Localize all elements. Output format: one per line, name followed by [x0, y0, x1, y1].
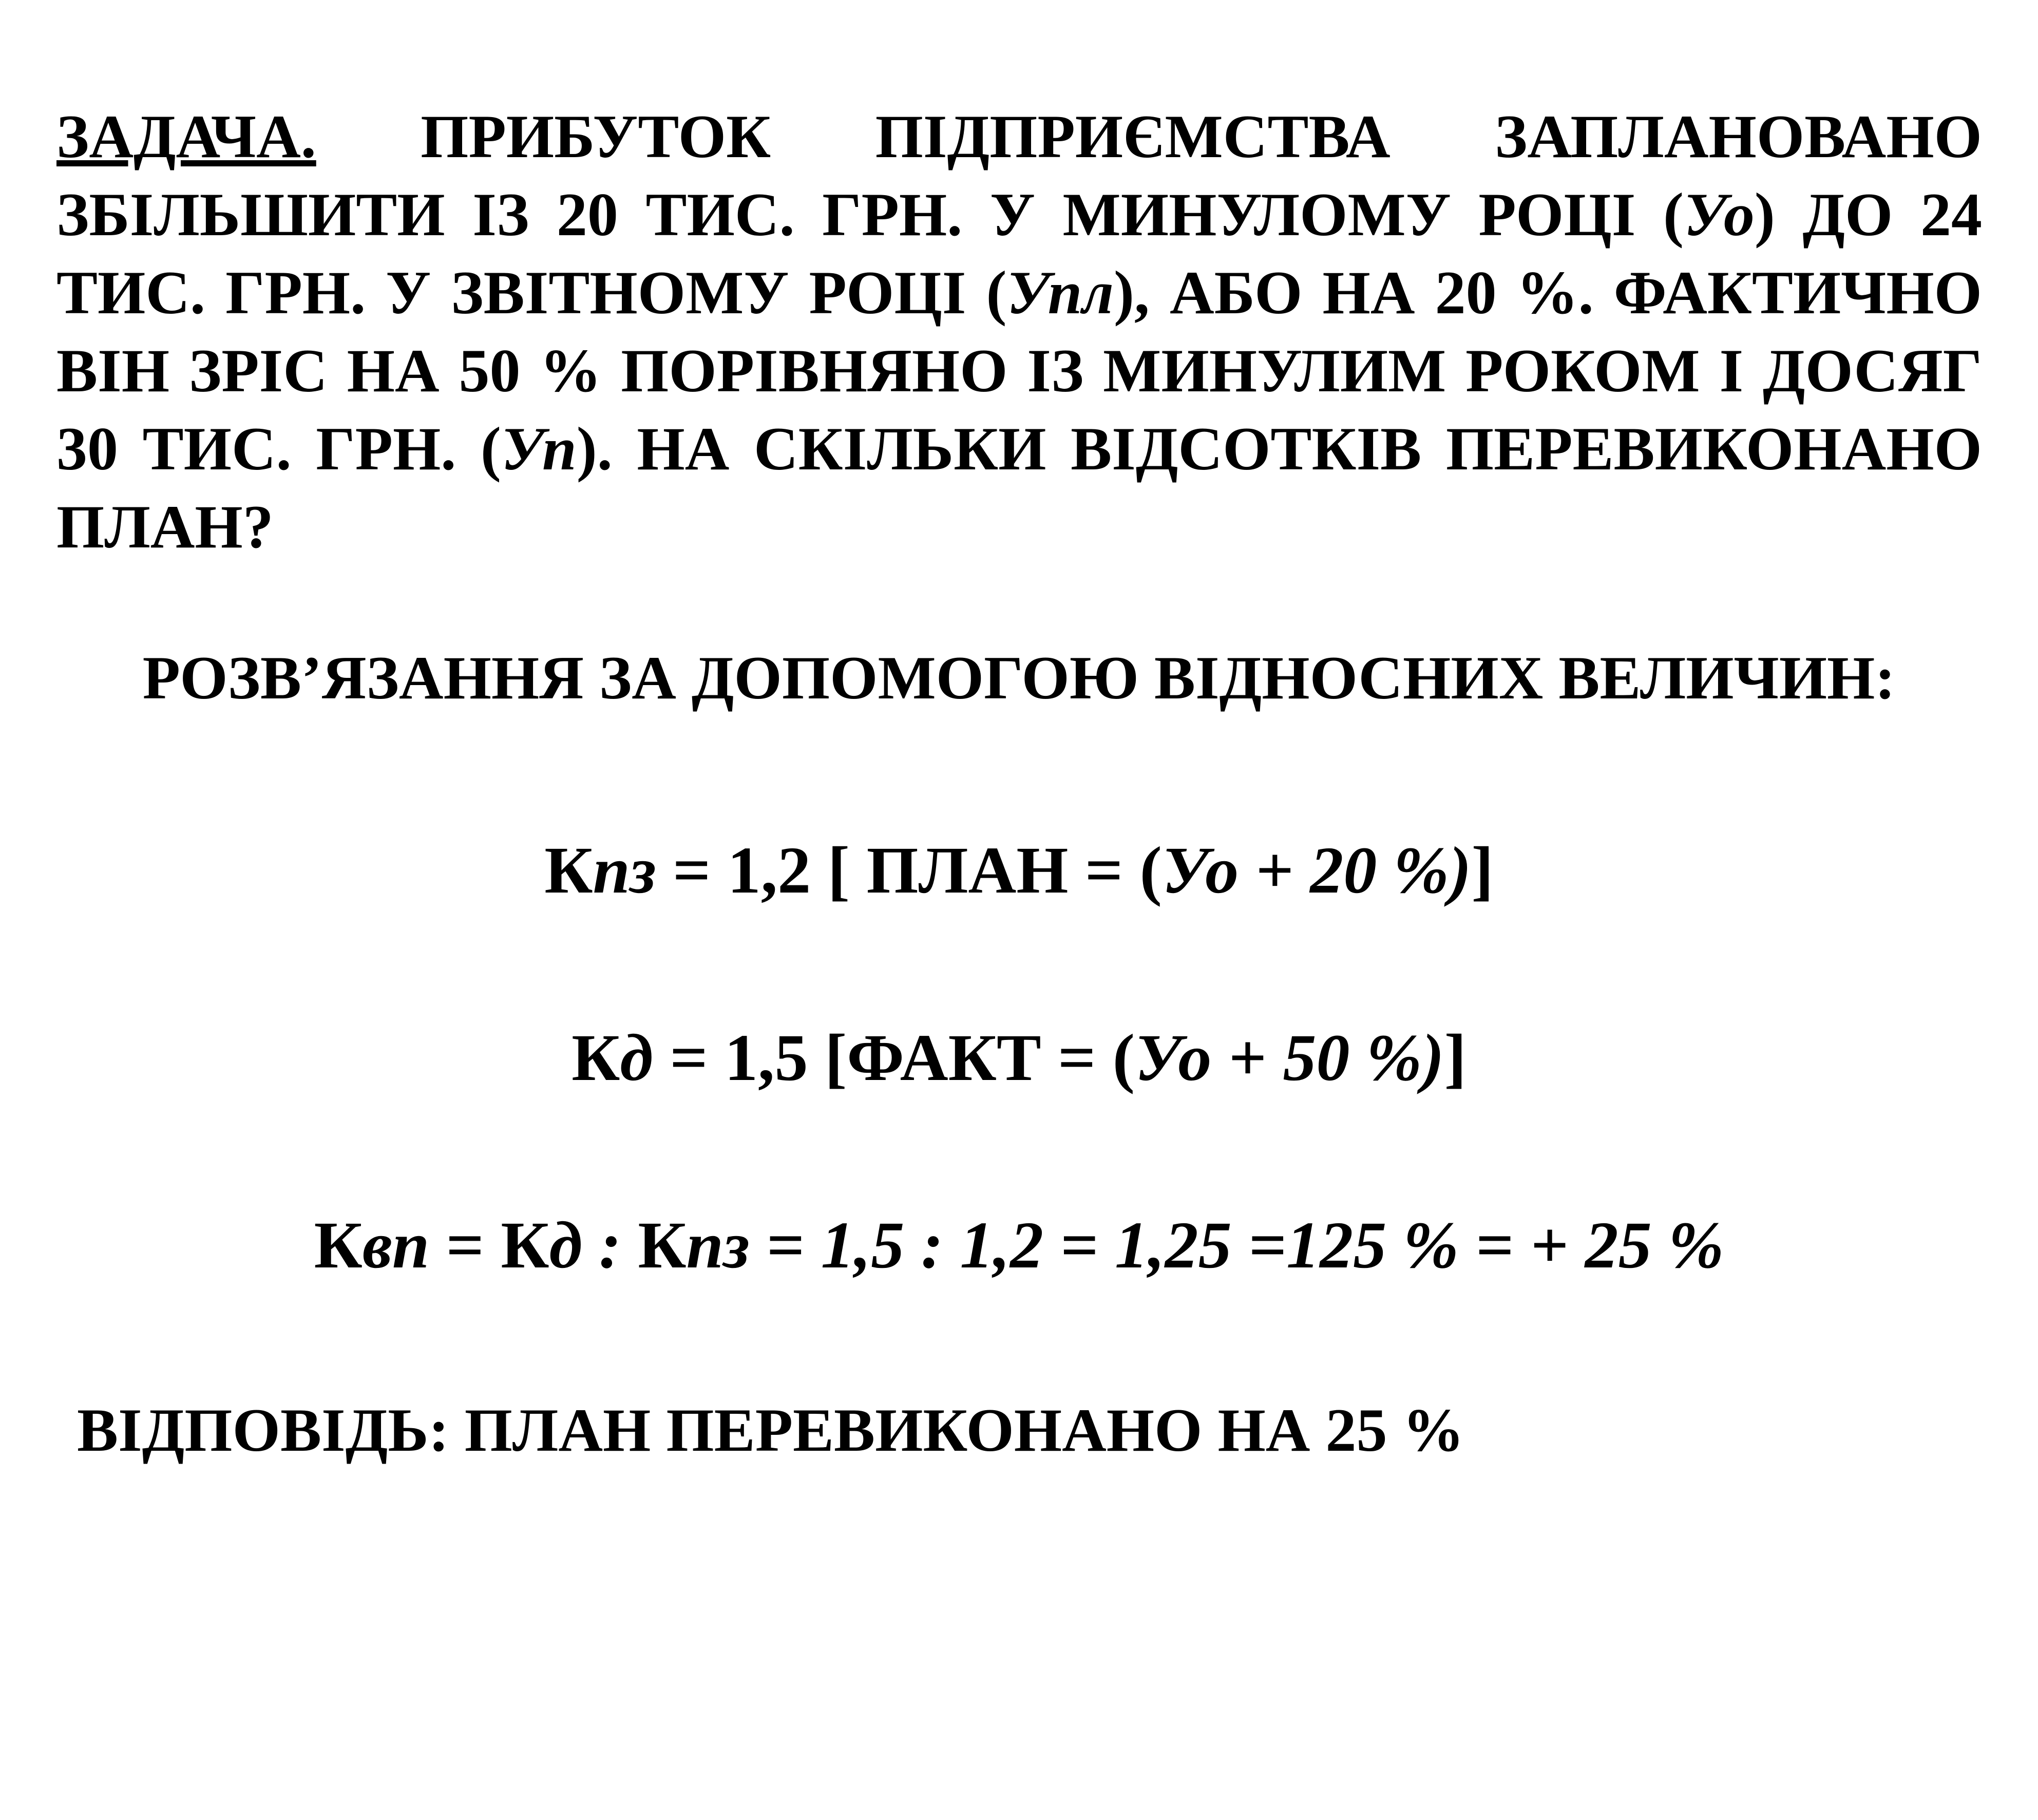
- formula-subscript: д :: [549, 1208, 638, 1282]
- variable-last-year: Уо: [1684, 180, 1755, 249]
- problem-label: ЗАДАЧА.: [56, 102, 316, 170]
- problem-text-part: ), АБО НА 20 %. ФАКТИЧНО ВІН ЗРІС НА 50 % ПОРІВНЯНО ІЗ МИНУЛИМ РОКОМ І ДОСЯГ 30 ТИС. ГРН. (: [56, 258, 1983, 483]
- formula-expression: Уо + 50 %): [1135, 1021, 1444, 1095]
- formula-calculation: пз = 1,5 : 1,2 = 1,25 =125 % = + 25 %: [686, 1208, 1724, 1282]
- formula-subscript: вп: [362, 1208, 430, 1282]
- problem-statement: [56, 98, 1982, 566]
- variable-actual: Уп: [501, 414, 577, 483]
- problem-text-part: ). НА СКІЛЬКИ ВІДСОТКІВ ПЕРЕВИКОНАНО ПЛАН?: [56, 414, 1982, 561]
- problem-text-part: ) ДО 24 ТИС. ГРН. У ЗВІТНОМУ РОЦІ (: [56, 180, 1982, 327]
- formula-symbol: К: [638, 1208, 687, 1282]
- formula-symbol: К: [572, 1021, 620, 1095]
- formula-expression: Уо + 20 %): [1161, 833, 1472, 907]
- formula-symbol: К: [544, 833, 593, 907]
- formula-dynamics-coefficient: [0, 1019, 2038, 1096]
- formula-subscript: д: [620, 1021, 653, 1095]
- formula-text: = 1,5 [ФАКТ = (: [653, 1021, 1135, 1095]
- solution-heading: РОЗВ’ЯЗАННЯ ЗА ДОПОМОГОЮ ВІДНОСНИХ ВЕЛИЧИН:: [142, 643, 1896, 712]
- formula-subscript: пз: [593, 833, 656, 907]
- formula-text: = К: [429, 1208, 549, 1282]
- formula-plan-fulfilment: [0, 1207, 2038, 1284]
- formula-symbol: К: [314, 1208, 363, 1282]
- formula-text: ]: [1444, 1021, 1466, 1095]
- formula-plan-coefficient: [0, 832, 2038, 909]
- formula-text: ]: [1471, 833, 1494, 907]
- formula-text: = 1,2 [ ПЛАН = (: [656, 833, 1162, 907]
- answer-line: ВІДПОВІДЬ: ПЛАН ПЕРЕВИКОНАНО НА 25 %: [77, 1396, 1464, 1464]
- problem-text-part: ПРИБУТОК ПІДПРИЄМСТВА ЗАПЛАНОВАНО ЗБІЛЬШИТИ ІЗ 20 ТИС. ГРН. У МИНУЛОМУ РОЦІ (: [56, 102, 1982, 249]
- variable-plan: Упл: [1006, 258, 1114, 327]
